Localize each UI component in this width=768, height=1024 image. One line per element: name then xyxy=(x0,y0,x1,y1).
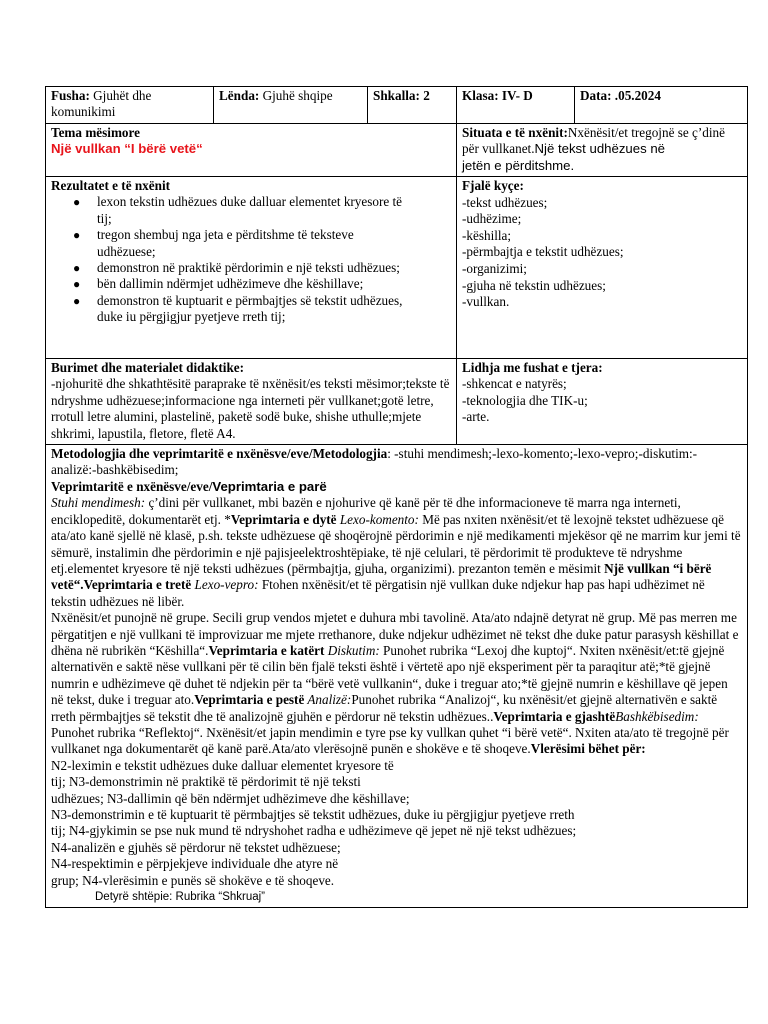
lenda-value: Gjuhë shqipe xyxy=(262,88,333,103)
tema-row xyxy=(46,123,748,176)
burimet-cell xyxy=(46,359,457,445)
lidhja-cell xyxy=(457,359,748,445)
lidhja-item: -teknologjia dhe TIK-u; xyxy=(462,392,588,408)
rezultatet-cell xyxy=(46,177,457,359)
fusha-value: Gjuhët dhe komunikimi xyxy=(51,88,152,120)
evaluation-line: N4-analizën e gjuhës së përdorur në tekstet udhëzuese; xyxy=(51,839,341,855)
lesson-title: Një vullkan “I bërë vetë“ xyxy=(51,141,203,157)
keyword-item: -gjuha në tekstin udhëzues; xyxy=(462,277,606,293)
fusha-cell: Fusha: Gjuhët dhe komunikimi xyxy=(46,87,214,124)
methods-text: : -stuhi mendimesh;-lexo-komento;-lexo-vepro;-diskutim:-analizë:-bashkëbisedim; xyxy=(51,446,698,478)
bullet-icon: ● xyxy=(73,277,81,292)
outcomes-list xyxy=(51,194,451,325)
burimet-label: Burimet dhe materialet didaktike: xyxy=(51,360,245,376)
shkalla-cell: Shkalla: 2 xyxy=(368,87,457,124)
keyword-item: -organizimi; xyxy=(462,261,527,276)
lidhja-label: Lidhja me fushat e tjera: xyxy=(462,360,603,376)
metodologjia-label: Metodologjia dhe veprimtaritë e nxënësve/eve/Metodologjia xyxy=(51,446,388,462)
keyword-item: -udhëzime; xyxy=(462,211,522,227)
tema-cell xyxy=(46,123,457,176)
rezultatet-label: Rezultatet e të nxënit xyxy=(51,178,171,194)
evaluation-line: udhëzues; N3-dallimin që bën ndërmjet udhëzimeve dhe këshillave; xyxy=(51,790,410,806)
evaluation-line: grup; N4-vlerësimin e punës së shokëve e të shoqeve. xyxy=(51,872,335,888)
list-item: ● bën dallimin ndërmjet udhëzimeve dhe këshillave; xyxy=(73,276,364,292)
evaluation-line: N2-leximin e tekstit udhëzues duke dalluar elementet kryesore të xyxy=(51,757,394,773)
situata-cell: Situata e të nxënit:Nxënësit/et tregojnë se ç’dinë për vullkanet.Një tekst udhëzues në jetën e përditshme. xyxy=(457,123,748,176)
fjale-kyce-cell xyxy=(457,177,748,359)
burimet-text: -njohuritë dhe shkathtësitë paraprake të nxënësit/es teksti mësimor;tekste të ndryshme udhëzuese;informacione nga interneti për vullkanet;gotë letre, rrotull letre alumini, plastelinë, paketë sodë buke, shishe uthulle;mjete shkrimi, lapustila, fletore, fletë A4. xyxy=(51,376,450,441)
data-value: .05.2024 xyxy=(614,88,661,103)
bullet-icon: ● xyxy=(73,228,81,243)
keyword-item: -vullkan. xyxy=(462,294,510,310)
activities-paragraph-2: Nxënësit/et punojnë në grupe. Secili grup vendos mjetet e duhura mbi tavolinë. Ata/ato ndajnë detyrat në grup. Më pas merren me përgatitjen e një vullkani të improvizuar me mjete rrethanore, duke ndjekur udhëzimet në tekst dhe duke patur parasysh këshillat e dhëna në rubrikën “Këshilla“.Veprimtaria e katërt Diskutim: Punohet rubrika “Lexoj dhe kuptoj“. Nxiten nxënësit/et:të gjejnë alternativën e saktë nëse vullkani për të cilin bën fjalë teksti është i vërtetë apo një eksperiment për ta paraqitur atë;*të gjejnë numrin e udhëzimeve që duhet të ndjekin për ta “bërë vetë vullkanin“, duke i treguar ato;*të gjejnë numrin e këshillave që jepen në tekst, duke i treguar ato.Veprimtaria e pestë Analizë:Punohet rubrika “Analizoj“, ku nxënësit/et gjejnë alternativën e saktë rreth përmbajtjes së tekstit dhe të analizojnë gjuhën e përdorur në tekstin udhëzues..Veprimtaria e gjashtëBashkëbisedim: Punohet rubrika “Reflektoj“. Nxënësit/et japin mendimin e tyre pse ky vullkan quhet “i bërë vetë“. Nxiten ata/ato të tregojnë për vullkanet nga dokumentarët që kanë parë.Ata/ato vlerësojnë punën e shokëve e të shoqeve.Vlerësimi bëhet për: xyxy=(51,610,739,757)
activities-label: Veprimtaritë e nxënësve/eve/ xyxy=(51,478,213,494)
data-cell: Data: .05.2024 xyxy=(575,87,748,124)
burimet-row xyxy=(46,359,748,445)
bullet-icon: ● xyxy=(73,195,81,210)
lesson-plan-table xyxy=(45,86,748,908)
homework-line: Detyrë shtëpie: Rubrika “Shkruaj” xyxy=(95,891,266,904)
header-row xyxy=(46,87,748,124)
list-item: ● tregon shembuj nga jeta e përditshme të teksteve udhëzuese; xyxy=(73,227,354,259)
klasa-cell: Klasa: IV- D xyxy=(457,87,575,124)
lidhja-item: -shkencat e natyrës; xyxy=(462,376,567,392)
metodologjia-row xyxy=(46,445,748,908)
evaluation-line: tij; N4-gjykimin se pse nuk mund të ndryshohet radha e udhëzimeve që jepet në një tekst udhëzues; xyxy=(51,823,577,839)
activities-paragraph-1: Stuhi mendimesh: ç’dini për vullkanet, mbi bazën e njohurive që kanë për të dhe informacioneve të marra nga interneti, enciklopeditë, dokumentarët etj. *Veprimtaria e dytë Lexo-komento: Më pas nxiten nxënësit/et të lexojnë tekstet udhëzuese që ata/ato kanë sjellë në klasë, p.sh. tekste udhëzuese që shoqërojnë përdorimin e një medikamenti mjekësor që ne marrim kur jemi të sëmurë, instalimin dhe përdorimin e një pajisjeelektroshtëpiake, të një celulari, të përdorimit të produkteve të ndryshme etj.elementet kryesore të një teksti udhëzues (përmbajtja, gjuha, organizimi). prezanton temën e mësimit Një vullkan “i bërë vetë“.Veprimtaria e tretë Lexo-vepro: Ftohen nxënësit/et të përgatisin një vullkan duke ndjekur hap pas hapi udhëzimet në tekstin udhëzues në libër. xyxy=(51,495,741,609)
tema-label: Tema mësimore xyxy=(51,124,140,140)
lidhja-item: -arte. xyxy=(462,409,490,425)
list-item: ● demonstron në praktikë përdorimin e një teksti udhëzues; xyxy=(73,260,400,276)
evaluation-line: tij; N3-demonstrimin në praktikë të përdorimit të një teksti xyxy=(51,774,361,790)
situata-label: Situata e të nxënit: xyxy=(462,124,568,140)
metodologjia-cell: Metodologjia dhe veprimtaritë e nxënësve/eve/Metodologjia: -stuhi mendimesh;-lexo-komento;-lexo-vepro;-diskutim:-analizë:-bashkëbisedim; Veprimtaritë e nxënësve/eve/Veprimtaria e parë Stuhi mendimesh: ç’dini për vullkanet, mbi bazën e njohurive që kanë për të dhe informacioneve të marra nga interneti, enciklopeditë, dokumentarët etj. *Veprimtaria e dytë Lexo-komento: Më pas nxiten nxënësit/et të lexojnë tekstet udhëzuese që ata/ato kanë sjellë në klasë, p.sh. tekste udhëzuese që shoqërojnë përdorimin e një medikamenti mjekësor që ne marrim kur jemi të sëmurë, instalimin dhe përdorimin e një pajisjeelektroshtëpiake, të një celulari, të përdorimit të produkteve të ndryshme etj.elementet kryesore të një teksti udhëzues (përmbajtja, gjuha, organizimi). prezanton temën e mësimit Një vullkan “i bërë vetë“.Veprimtaria e tretë Lexo-vepro: Ftohen nxënësit/et të përgatisin një vullkan duke ndjekur hap pas hapi udhëzimet në tekstin udhëzues në libër. Nxënësit/et punojnë në grupe. Secili grup vendos mjetet e duhura mbi tavolinë. Ata/ato ndajnë detyrat në grup. Më pas merren me përgatitjen e një vullkani të improvizuar me mjete rrethanore, duke ndjekur udhëzimet në tekst dhe duke patur parasysh këshillat e dhëna në rubrikën “Këshilla“.Veprimtaria e katërt Diskutim: Punohet rubrika “Lexoj dhe kuptoj“. Nxiten nxënësit/et:të gjejnë alternativën e saktë nëse vullkani për të cilin bën fjalë teksti është i vërtetë apo një eksperiment për ta paraqitur atë;*të gjejnë numrin e udhëzimeve që duhet të ndjekin për ta “bërë vetë vullkanin“, duke i treguar ato;*të gjejnë numrin e këshillave që jepen në tekst, duke i treguar ato.Veprimtaria e pestë Analizë:Punohet rubrika “Analizoj“, ku nxënësit/et gjejnë alternativën e saktë rreth përmbajtjes së tekstit dhe të analizojnë gjuhën e përdorur në tekstin udhëzues..Veprimtaria e gjashtëBashkëbisedim: Punohet rubrika “Reflektoj“. Nxënësit/et japin mendimin e tyre pse ky vullkan quhet “i bërë vetë“. Nxiten ata/ato të tregojnë për vullkanet nga dokumentarët që kanë parë.Ata/ato vlerësojnë punën e shokëve e të shoqeve.Vlerësimi bëhet për: N2-leximin e tekstit udhëzues duke dalluar elementet kryesore të tij; N3-demonstrimin në praktikë të përdorimit të një teksti udhëzues; N3-dallimin që bën ndërmjet udhëzimeve dhe këshillave; N3-demonstrimin e të kuptuarit të përmbajtjes së tekstit udhëzues, duke iu përgjigjur pyetjeve rreth tij; N4-gjykimin se pse nuk mund të ndryshohet radha e udhëzimeve që jepet në një tekst udhëzues; N4-analizën e gjuhës së përdorur në tekstet udhëzuese; N4-respektimin e përpjekjeve individuale dhe atyre në grup; N4-vlerësimin e punës së shokëve e të shoqeve. Detyrë shtëpie: Rubrika “Shkruaj” xyxy=(46,445,748,908)
bullet-icon: ● xyxy=(73,293,81,308)
keyword-item: -përmbajtja e tekstit udhëzues; xyxy=(462,244,624,260)
keyword-item: -këshilla; xyxy=(462,227,512,243)
evaluation-line: N4-respektimin e përpjekjeve individuale dhe atyre në xyxy=(51,856,339,872)
lenda-cell: Lënda: Gjuhë shqipe xyxy=(214,87,368,124)
list-item: ● lexon tekstin udhëzues duke dalluar elementet kryesore të tij; xyxy=(73,194,403,226)
fjale-kyce-label: Fjalë kyçe: xyxy=(462,178,524,194)
list-item: ● demonstron të kuptuarit e përmbajtjes së tekstit udhëzues, duke iu përgjigjur pyetjeve rreth tij; xyxy=(73,292,403,325)
keyword-item: -tekst udhëzues; xyxy=(462,194,548,210)
rezultatet-row xyxy=(46,177,748,359)
bullet-icon: ● xyxy=(73,261,81,276)
evaluation-line: N3-demonstrimin e të kuptuarit të përmbajtjes së tekstit udhëzues, duke iu përgjigjur pyetjeve rreth xyxy=(51,807,575,822)
